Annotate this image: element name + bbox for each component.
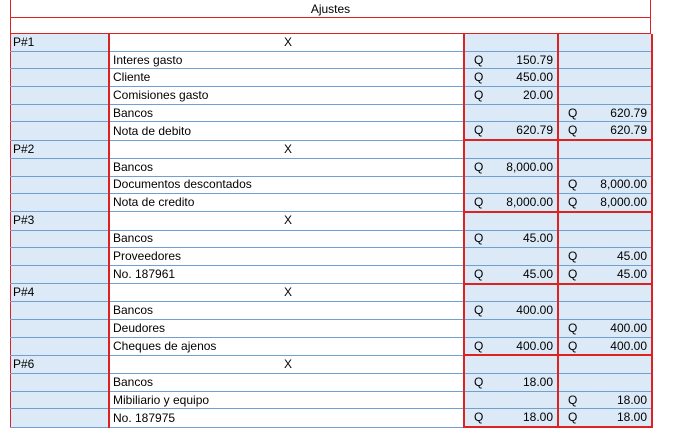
table-row <box>11 337 653 355</box>
entry-id-cell[interactable] <box>11 230 110 248</box>
debit-cell[interactable] <box>464 176 558 194</box>
entry-header-row <box>11 34 653 51</box>
account-name[interactable]: Cliente <box>109 69 464 87</box>
credit-cell[interactable] <box>558 194 652 212</box>
credit-cell[interactable] <box>558 87 652 105</box>
table-row <box>11 69 653 87</box>
debit-cell[interactable] <box>464 51 558 69</box>
entry-id-cell[interactable] <box>11 122 110 140</box>
amount-value: 400.00 <box>610 320 647 335</box>
entry-id-cell[interactable] <box>11 320 110 338</box>
amount-value: 620.79 <box>516 123 553 138</box>
journal-table <box>10 34 653 428</box>
credit-cell[interactable] <box>558 320 652 338</box>
entry-header-row <box>11 284 653 302</box>
table-row <box>11 158 653 176</box>
amount-value: 620.79 <box>610 105 647 120</box>
debit-cell[interactable] <box>464 337 558 355</box>
credit-cell[interactable] <box>558 158 652 176</box>
table-row <box>11 104 653 122</box>
currency-symbol: Q <box>474 123 484 138</box>
currency-symbol: Q <box>474 87 484 102</box>
debit-cell[interactable] <box>464 212 558 230</box>
currency-symbol: Q <box>568 410 578 425</box>
debit-cell[interactable] <box>464 284 558 302</box>
currency-symbol: Q <box>568 392 578 407</box>
amount-value: 450.00 <box>516 70 553 85</box>
credit-cell[interactable] <box>558 69 652 87</box>
amount-value: 8,000.00 <box>506 195 553 210</box>
entry-id-cell[interactable] <box>11 194 110 212</box>
debit-cell[interactable] <box>464 122 558 140</box>
entry-id-cell[interactable] <box>11 104 110 122</box>
entry-id-cell[interactable] <box>11 248 110 266</box>
entry-id-cell[interactable] <box>11 176 110 194</box>
account-name[interactable]: No. 187975 <box>109 409 464 427</box>
debit-cell[interactable] <box>464 409 558 427</box>
credit-cell[interactable] <box>558 34 652 51</box>
amount-value: 18.00 <box>522 374 553 389</box>
amount-value: 400.00 <box>516 338 553 353</box>
currency-symbol: Q <box>474 303 484 318</box>
entry-mark[interactable]: X <box>109 355 464 373</box>
credit-cell[interactable] <box>558 230 652 248</box>
amount-value: 8,000.00 <box>600 177 647 192</box>
amount-value: 620.79 <box>610 123 647 138</box>
account-name[interactable]: Mibiliario y equipo <box>109 391 464 409</box>
amount-value: 18.00 <box>616 392 647 407</box>
account-name[interactable]: Proveedores <box>109 248 464 266</box>
amount-value: 45.00 <box>522 231 553 246</box>
amount-value: 8,000.00 <box>600 195 647 210</box>
entry-id[interactable]: P#2 <box>11 140 110 158</box>
table-row <box>11 302 653 320</box>
debit-cell[interactable] <box>464 158 558 176</box>
entry-id[interactable]: P#1 <box>11 34 110 51</box>
amount-value: 45.00 <box>616 266 647 281</box>
table-row <box>11 320 653 338</box>
credit-cell[interactable] <box>558 355 652 373</box>
table-row <box>11 391 653 409</box>
currency-symbol: Q <box>474 70 484 85</box>
credit-cell[interactable] <box>558 176 652 194</box>
currency-symbol: Q <box>568 320 578 335</box>
account-name[interactable]: Deudores <box>109 320 464 338</box>
currency-symbol: Q <box>474 159 484 174</box>
debit-cell[interactable] <box>464 265 558 283</box>
entry-mark[interactable]: X <box>109 212 464 230</box>
entry-id[interactable]: P#6 <box>11 355 110 373</box>
entry-id-cell[interactable] <box>11 374 110 392</box>
account-name[interactable]: Bancos <box>109 302 464 320</box>
amount-value: 20.00 <box>522 87 553 102</box>
table-row <box>11 374 653 392</box>
account-name[interactable]: Comisiones gasto <box>109 87 464 105</box>
debit-cell[interactable] <box>464 320 558 338</box>
currency-symbol: Q <box>474 410 484 425</box>
account-name[interactable]: Nota de debito <box>109 122 464 140</box>
currency-symbol: Q <box>568 249 578 264</box>
debit-cell[interactable] <box>464 374 558 392</box>
debit-cell[interactable] <box>464 87 558 105</box>
currency-symbol: Q <box>474 52 484 67</box>
debit-cell[interactable] <box>464 34 558 51</box>
entry-id-cell[interactable] <box>11 409 110 427</box>
currency-symbol: Q <box>568 105 578 120</box>
entry-id[interactable]: P#4 <box>11 284 110 302</box>
currency-symbol: Q <box>568 195 578 210</box>
debit-cell[interactable] <box>464 104 558 122</box>
credit-cell[interactable] <box>558 122 652 140</box>
account-name[interactable]: Nota de credito <box>109 194 464 212</box>
entry-id-cell[interactable] <box>11 302 110 320</box>
table-row <box>11 265 653 283</box>
entry-id-cell[interactable] <box>11 69 110 87</box>
account-name[interactable]: Documentos descontados <box>109 176 464 194</box>
entry-header-row <box>11 140 653 158</box>
sheet-title: Ajustes <box>10 0 651 18</box>
account-name[interactable]: Bancos <box>109 374 464 392</box>
amount-value: 400.00 <box>610 338 647 353</box>
table-row <box>11 122 653 140</box>
table-row <box>11 194 653 212</box>
table-row <box>11 87 653 105</box>
currency-symbol: Q <box>474 338 484 353</box>
currency-symbol: Q <box>568 177 578 192</box>
currency-symbol: Q <box>474 231 484 246</box>
table-row <box>11 230 653 248</box>
currency-symbol: Q <box>474 266 484 281</box>
table-row <box>11 248 653 266</box>
table-row <box>11 409 653 427</box>
credit-cell[interactable] <box>558 140 652 158</box>
credit-cell[interactable] <box>558 302 652 320</box>
entry-mark[interactable]: X <box>109 34 464 51</box>
credit-cell[interactable] <box>558 104 652 122</box>
entry-id[interactable]: P#3 <box>11 212 110 230</box>
table-row <box>11 51 653 69</box>
amount-value: 45.00 <box>522 266 553 281</box>
spreadsheet <box>10 0 651 428</box>
amount-value: 18.00 <box>616 410 647 425</box>
debit-cell[interactable] <box>464 194 558 212</box>
credit-cell[interactable] <box>558 248 652 266</box>
entry-id-cell[interactable] <box>11 158 110 176</box>
credit-cell[interactable] <box>558 265 652 283</box>
blank-row[interactable] <box>10 18 651 34</box>
currency-symbol: Q <box>474 195 484 210</box>
account-name[interactable]: Bancos <box>109 158 464 176</box>
currency-symbol: Q <box>474 374 484 389</box>
amount-value: 45.00 <box>616 249 647 264</box>
credit-cell[interactable] <box>558 284 652 302</box>
debit-cell[interactable] <box>464 391 558 409</box>
currency-symbol: Q <box>568 266 578 281</box>
entry-id-cell[interactable] <box>11 391 110 409</box>
entry-id-cell[interactable] <box>11 337 110 355</box>
table-row <box>11 176 653 194</box>
amount-value: 8,000.00 <box>506 159 553 174</box>
credit-cell[interactable] <box>558 337 652 355</box>
debit-cell[interactable] <box>464 69 558 87</box>
amount-value: 150.79 <box>516 52 553 67</box>
credit-cell[interactable] <box>558 212 652 230</box>
credit-cell[interactable] <box>558 391 652 409</box>
credit-cell[interactable] <box>558 374 652 392</box>
entry-header-row <box>11 355 653 373</box>
account-name[interactable]: Cheques de ajenos <box>109 337 464 355</box>
entry-mark[interactable]: X <box>109 140 464 158</box>
amount-value: 18.00 <box>522 410 553 425</box>
debit-cell[interactable] <box>464 230 558 248</box>
account-name[interactable]: Interes gasto <box>109 51 464 69</box>
credit-cell[interactable] <box>558 409 652 427</box>
entry-header-row <box>11 212 653 230</box>
credit-cell[interactable] <box>558 51 652 69</box>
entry-id-cell[interactable] <box>11 265 110 283</box>
account-name[interactable]: Bancos <box>109 104 464 122</box>
currency-symbol: Q <box>568 123 578 138</box>
entry-id-cell[interactable] <box>11 87 110 105</box>
account-name[interactable]: No. 187961 <box>109 265 464 283</box>
debit-cell[interactable] <box>464 355 558 373</box>
debit-cell[interactable] <box>464 140 558 158</box>
currency-symbol: Q <box>568 338 578 353</box>
account-name[interactable]: Bancos <box>109 230 464 248</box>
entry-id-cell[interactable] <box>11 51 110 69</box>
amount-value: 400.00 <box>516 303 553 318</box>
debit-cell[interactable] <box>464 302 558 320</box>
debit-cell[interactable] <box>464 248 558 266</box>
entry-mark[interactable]: X <box>109 284 464 302</box>
